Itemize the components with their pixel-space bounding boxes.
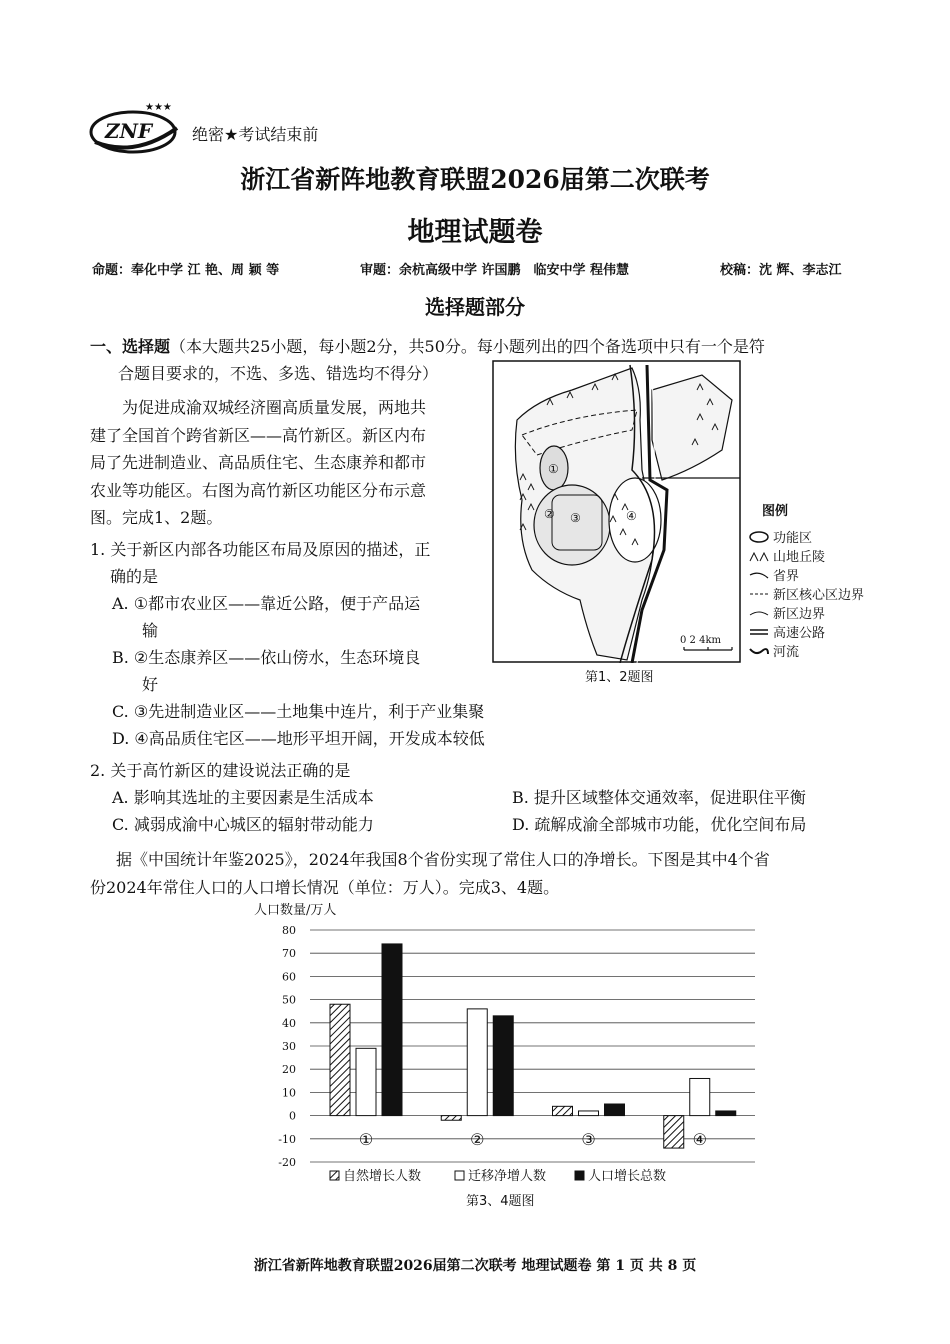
y-tick-label: -20 bbox=[278, 1156, 296, 1169]
y-tick-label: 70 bbox=[282, 947, 296, 961]
legend-item-highway: 高速公路 bbox=[748, 622, 864, 641]
scale-label: 0 2 4km bbox=[680, 635, 721, 646]
gaozhu-new-area-map bbox=[492, 360, 741, 663]
new-area-boundary-legend-icon bbox=[748, 606, 770, 620]
passage-2 bbox=[90, 846, 890, 901]
net-migration-bar bbox=[467, 1009, 487, 1116]
zone-legend-icon bbox=[748, 530, 770, 544]
population-growth-chart bbox=[240, 900, 760, 1190]
legend-item-river: 河流 bbox=[748, 641, 864, 660]
chart-caption: 第3、4题图 bbox=[466, 1194, 535, 1209]
river-legend-icon bbox=[748, 644, 770, 658]
secret-label: 绝密★考试结束前 bbox=[192, 125, 319, 144]
q1-option-d[interactable]: D. ④高品质住宅区——地形平坦开阔，开发成本较低 bbox=[112, 729, 485, 748]
total-growth-bar bbox=[382, 944, 402, 1116]
category-label: ④ bbox=[692, 1129, 707, 1149]
y-tick-label: -10 bbox=[278, 1132, 296, 1146]
q1-option-a[interactable]: A. ①都市农业区——靠近公路，便于产品运 bbox=[112, 594, 421, 613]
net-migration-bar bbox=[579, 1111, 599, 1116]
zone-label-1: ① bbox=[548, 462, 559, 476]
q2-stem: 2. 关于高竹新区的建设说法正确的是 bbox=[90, 761, 351, 780]
svg-text:★★★: ★★★ bbox=[145, 102, 172, 113]
chart-y-label: 人口数量/万人 bbox=[254, 903, 337, 918]
y-tick-label: 60 bbox=[282, 970, 296, 984]
credits-setters: 命题：奉化中学 江 艳、周 颖 等 bbox=[92, 263, 280, 278]
category-label: ③ bbox=[581, 1129, 596, 1149]
legend-label: 迁移净增人数 bbox=[468, 1169, 547, 1184]
svg-text:ZNF: ZNF bbox=[105, 119, 153, 143]
part-heading: 一、选择题 bbox=[90, 337, 171, 356]
legend-item-zone: 功能区 bbox=[748, 527, 864, 546]
map-caption: 第1、2题图 bbox=[585, 670, 654, 685]
passage-1-line: 农业等功能区。右图为高竹新区功能区分布示意 bbox=[90, 480, 427, 500]
passage-1-line: 局了先进制造业、高品质住宅、生态康养和都市 bbox=[90, 453, 427, 472]
total-growth-bar bbox=[716, 1111, 736, 1116]
natural-growth-bar bbox=[330, 1004, 350, 1115]
passage-1-line: 图。完成1、2题。 bbox=[90, 508, 223, 527]
legend-swatch bbox=[575, 1171, 584, 1180]
net-migration-bar bbox=[690, 1078, 710, 1115]
legend-item-core: 新区核心区边界 bbox=[748, 584, 864, 603]
q1-stem: 1. 关于新区内部各功能区布局及原因的描述，正 bbox=[90, 540, 431, 559]
passage-1-line: 建了全国首个跨省新区——高竹新区。新区内布 bbox=[90, 425, 427, 445]
y-tick-label: 40 bbox=[282, 1016, 296, 1030]
section-title: 选择题部分 bbox=[425, 295, 525, 319]
legend-label: 自然增长人数 bbox=[343, 1169, 422, 1184]
exam-subtitle: 地理试题卷 bbox=[407, 217, 543, 248]
total-growth-bar bbox=[605, 1104, 625, 1116]
highway-legend-icon bbox=[748, 625, 770, 639]
legend-item-boundary: 新区边界 bbox=[748, 603, 864, 622]
y-tick-label: 30 bbox=[282, 1040, 296, 1053]
natural-growth-bar bbox=[664, 1116, 684, 1148]
y-tick-label: 20 bbox=[282, 1063, 296, 1077]
zone-label-3: ③ bbox=[570, 511, 581, 525]
core-boundary-legend-icon bbox=[748, 587, 770, 601]
zone-label-4: ④ bbox=[626, 509, 637, 523]
credits-proof: 校稿：沈 辉、李志江 bbox=[720, 263, 842, 278]
y-tick-label: 0 bbox=[289, 1109, 296, 1123]
category-label: ① bbox=[358, 1129, 374, 1149]
q1-stem-cont: 确的是 bbox=[110, 567, 159, 586]
part-instruction: （本大题共25小题，每小题2分，共50分。每小题列出的四个备选项中只有一个是符 bbox=[170, 337, 765, 356]
q1-option-b-cont: 好 bbox=[142, 675, 159, 694]
zone-label-2: ② bbox=[544, 507, 555, 521]
q2-option-a[interactable]: A. 影响其选址的主要因素是生活成本 bbox=[112, 788, 374, 807]
part-heading-line bbox=[90, 333, 765, 361]
province-border-legend-icon bbox=[748, 568, 770, 582]
alliance-logo bbox=[85, 98, 185, 158]
q1-option-c[interactable]: C. ③先进制造业区——土地集中连片，利于产业集聚 bbox=[112, 702, 485, 721]
legend-swatch bbox=[330, 1171, 339, 1180]
q2-option-d[interactable]: D. 疏解成渝全部城市功能，优化空间布局 bbox=[512, 815, 807, 834]
category-label: ② bbox=[470, 1129, 485, 1149]
legend-item-hills: 山地丘陵 bbox=[748, 546, 864, 565]
q1-option-a-cont: 输 bbox=[142, 621, 159, 640]
exam-title: 浙江省新阵地教育联盟2026届第二次联考 bbox=[240, 165, 710, 194]
question-2 bbox=[90, 757, 890, 838]
y-tick-label: 10 bbox=[282, 1086, 296, 1100]
y-tick-label: 50 bbox=[282, 993, 296, 1007]
q1-option-b[interactable]: B. ②生态康养区——依山傍水，生态环境良 bbox=[112, 648, 421, 667]
passage-2-line-2: 份2024年常住人口的人口增长情况（单位：万人）。完成3、4题。 bbox=[90, 877, 560, 897]
legend-title: 图例 bbox=[762, 504, 789, 519]
legend-item-province: 省界 bbox=[748, 565, 864, 584]
credits-reviewers: 审题：余杭高级中学 许国鹏 临安中学 程伟慧 bbox=[360, 263, 630, 278]
map-legend bbox=[748, 500, 864, 660]
page-footer: 浙江省新阵地教育联盟2026届第二次联考 地理试题卷 第 1 页 共 8 页 bbox=[253, 1258, 697, 1274]
question-1 bbox=[90, 536, 485, 752]
legend-label: 人口增长总数 bbox=[588, 1169, 667, 1184]
natural-growth-bar bbox=[553, 1106, 573, 1115]
q2-option-c[interactable]: C. 减弱成渝中心城区的辐射带动能力 bbox=[112, 815, 374, 834]
y-tick-label: 80 bbox=[282, 924, 296, 937]
total-growth-bar bbox=[493, 1016, 513, 1116]
q2-option-b[interactable]: B. 提升区域整体交通效率，促进职住平衡 bbox=[512, 788, 806, 807]
net-migration-bar bbox=[356, 1048, 376, 1115]
passage-1 bbox=[90, 394, 485, 532]
passage-2-line-1: 据《中国统计年鉴2025》，2024年我国8个省份实现了常住人口的净增长。下图是其中4个省 bbox=[116, 850, 770, 869]
hills-legend-icon bbox=[748, 549, 770, 563]
legend-swatch bbox=[455, 1171, 464, 1180]
passage-1-line: 为促进成渝双城经济圈高质量发展，两地共 bbox=[122, 398, 427, 417]
part-instruction-cont: 合题目要求的，不选、多选、错选均不得分） bbox=[118, 364, 439, 383]
natural-growth-bar bbox=[441, 1116, 461, 1121]
